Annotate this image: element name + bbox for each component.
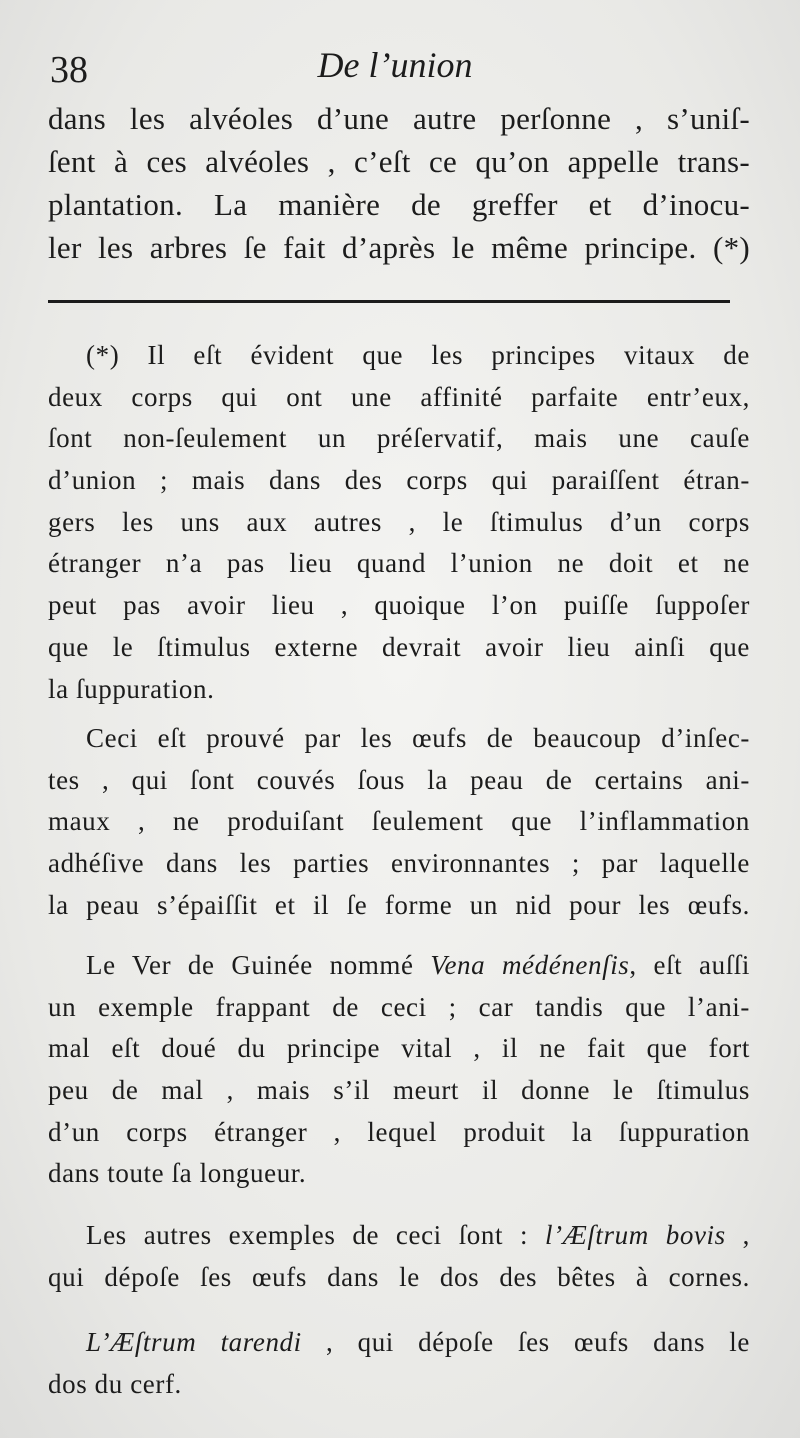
text-run: Le Ver de Guinée nommé	[86, 950, 431, 980]
text-line: dans toute ſa longueur.	[48, 1158, 307, 1189]
italic-term: L’Æſtrum tarendi	[86, 1327, 302, 1357]
text-line: dans les alvéoles d’une autre perſonne , s’uniſ-	[48, 101, 750, 136]
text-line	[48, 1215, 750, 1257]
text-line: plantation. La manière de greffer et d’inocu-	[48, 187, 750, 222]
text-line: qui dépoſe ſes œufs dans le dos des bêtes à cornes.	[48, 1261, 750, 1292]
text-line: ſont non-ſeulement un préſervatif, mais une cauſe	[48, 423, 750, 454]
text-run: , qui dépoſe ſes œufs dans le	[301, 1327, 750, 1357]
text-line: adhéſive dans les parties environnantes ; par laquelle	[48, 848, 750, 879]
running-header	[50, 38, 740, 91]
text-line: étranger n’a pas lieu quand l’union ne doit et ne	[48, 548, 750, 579]
text-line: peu de mal , mais s’il meurt il donne le ſtimulus	[48, 1075, 750, 1106]
text-line: mal eſt doué du principe vital , il ne fait que fort	[48, 1033, 750, 1064]
footnote-rule	[48, 300, 730, 303]
text-run: , eſt auſſi	[629, 950, 750, 980]
footnote-block	[48, 335, 750, 710]
text-line	[48, 945, 750, 987]
text-line: d’union ; mais dans des corps qui paraiſſent étran-	[48, 465, 750, 496]
footnote-paragraph-2	[48, 718, 750, 926]
footnote-paragraph-3	[48, 945, 750, 1195]
text-line: la peau s’épaiſſit et il ſe forme un nid pour les œufs.	[48, 889, 750, 920]
main-text	[48, 97, 750, 269]
text-line	[48, 1322, 750, 1364]
footnote-paragraph-4	[48, 1215, 750, 1298]
text-run: ,	[725, 1220, 751, 1250]
text-line: maux , ne produiſant ſeulement que l’inflammation	[48, 806, 750, 837]
page-number: 38	[50, 49, 88, 91]
text-line: (*) Il eſt évident que les principes vitaux de	[86, 340, 750, 370]
text-line: Ceci eſt prouvé par les œufs de beaucoup d’inſec-	[86, 723, 750, 753]
text-line: ler les arbres ſe fait d’après le même principe. (*)	[48, 230, 750, 265]
text-run: Les autres exemples de ceci ſont :	[86, 1220, 546, 1250]
text-line: gers les uns aux autres , le ſtimulus d’un corps	[48, 506, 750, 537]
italic-term: l’Æſtrum bovis	[545, 1220, 726, 1250]
text-line: un exemple frappant de ceci ; car tandis que l’ani-	[48, 991, 750, 1022]
text-line: peut pas avoir lieu , quoique l’on puiſſe ſuppoſer	[48, 590, 750, 621]
text-line: la ſuppuration.	[48, 673, 215, 704]
text-line: que le ſtimulus externe devrait avoir lieu ainſi que	[48, 631, 750, 662]
text-line: deux corps qui ont une affinité parfaite entr’eux,	[48, 381, 750, 412]
running-title: De l’union	[317, 45, 473, 85]
text-line: dos du cerf.	[48, 1368, 182, 1399]
text-line: ſent à ces alvéoles , c’eſt ce qu’on appelle trans-	[48, 144, 750, 179]
text-line: tes , qui ſont couvés ſous la peau de certains ani-	[48, 764, 750, 795]
text-line: d’un corps étranger , lequel produit la ſuppuration	[48, 1116, 750, 1147]
footnote-paragraph-5	[48, 1322, 750, 1405]
italic-term: Vena médénenſis	[430, 950, 630, 980]
